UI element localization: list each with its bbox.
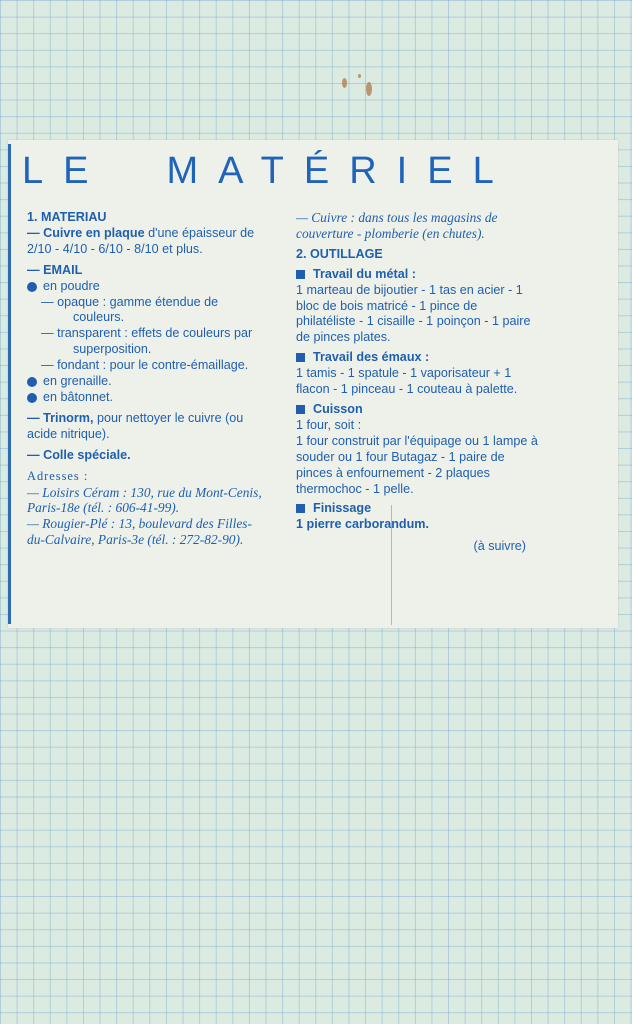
- subsection-heading: Cuisson: [296, 402, 540, 418]
- address: — Loisirs Céram : 130, rue du Mont-Cenis, Paris-18e (tél. : 606-41-99).: [27, 484, 262, 516]
- square-bullet-icon: [296, 270, 305, 279]
- list-item: en poudre: [27, 279, 265, 295]
- left-column: [27, 210, 265, 548]
- paragraph: — Colle spéciale.: [27, 447, 131, 462]
- bullet-dot-icon: [27, 282, 37, 292]
- paragraph: — Cuivre en plaque d'une épaisseur de 2/10 - 4/10 - 6/10 - 8/10 et plus.: [27, 225, 255, 256]
- square-bullet-icon: [296, 504, 305, 513]
- paragraph: 1 four construit par l'équipage ou 1 lampe à souder ou 1 four Butagaz - 1 paire de pinces à enfournement - 2 plaques thermochoc - 1 pelle.: [296, 433, 538, 496]
- paragraph: 1 marteau de bijoutier - 1 tas en acier - 1 bloc de bois matricé - 1 pince de philatéliste - 1 cisaille - 1 poinçon - 1 paire de pinces plates.: [296, 282, 531, 345]
- rust-stain: [342, 78, 347, 88]
- clipping-rule: [8, 144, 11, 624]
- subsection-heading: Travail du métal :: [296, 267, 540, 283]
- right-column: [296, 210, 540, 555]
- rust-stain: [358, 74, 361, 78]
- section-heading: 1. MATERIAU: [27, 210, 107, 224]
- paragraph: — Trinorm, pour nettoyer le cuivre (ou acide nitrique).: [27, 410, 244, 441]
- rust-stain: [366, 82, 372, 96]
- title-word: MATÉRIEL: [166, 150, 514, 192]
- section-heading: 2. OUTILLAGE: [296, 246, 383, 261]
- list-item: en bâtonnet.: [27, 390, 265, 406]
- paragraph: 1 pierre carborandum.: [296, 517, 429, 532]
- bullet-dot-icon: [27, 393, 37, 403]
- continued-note: (à suivre): [473, 539, 526, 554]
- addresses-heading: Adresses :: [27, 468, 89, 483]
- subsection-heading: Travail des émaux :: [296, 350, 540, 366]
- address: — Rougier-Plé : 13, boulevard des Filles-du-Calvaire, Paris-3e (tél. : 272-82-90).: [27, 516, 252, 548]
- list-item: — opaque : gamme étendue de couleurs.: [41, 294, 219, 325]
- paragraph: 1 four, soit :: [296, 417, 362, 432]
- paragraph: — Cuivre : dans tous les magasins de couverture - plomberie (en chutes).: [296, 210, 498, 241]
- bullet-dot-icon: [27, 377, 37, 387]
- square-bullet-icon: [296, 353, 305, 362]
- subsection-heading: — EMAIL: [27, 262, 83, 277]
- list-item: — transparent : effets de couleurs par superposition.: [41, 326, 253, 357]
- subsection-heading: Finissage: [296, 501, 540, 517]
- list-item: — fondant : pour le contre-émaillage.: [41, 358, 249, 373]
- list-item: en grenaille.: [27, 374, 265, 390]
- title-word: LE: [22, 150, 109, 192]
- page-title: [22, 150, 542, 193]
- paragraph: 1 tamis - 1 spatule - 1 vaporisateur + 1 flacon - 1 pinceau - 1 couteau à palette.: [296, 366, 518, 397]
- square-bullet-icon: [296, 405, 305, 414]
